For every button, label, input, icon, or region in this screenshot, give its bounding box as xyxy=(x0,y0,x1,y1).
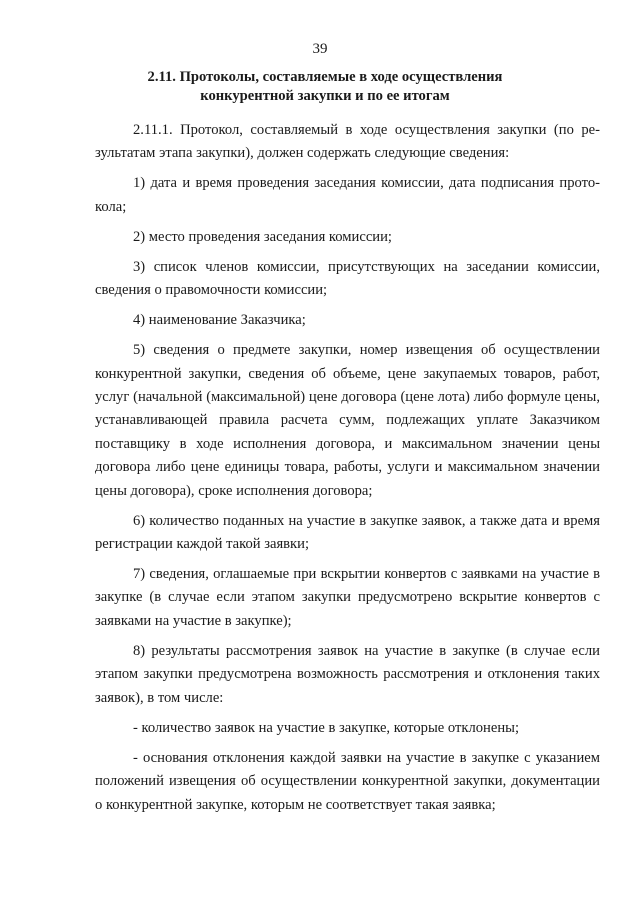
page-number: 39 xyxy=(312,41,328,57)
section-heading xyxy=(110,68,540,106)
list-item: 5) сведения о предмете закупки, номер извещения об осуществлении конкурентной закупки, сведения об объеме, цене закупаемых товаров, работ, услуг (начальной (максимальной) цене договора (цене лота) либо формуле цены, устанавливающей правила расчета сумм, подлежащих уплате Заказчиком поставщику в ходе исполнения договора, и максимальном значении цены договора либо цене единицы товара, работы, услуги и максимальном значении цены договора), сроке исполнения договора; xyxy=(95,342,600,499)
sub-list-item: - основания отклонения каждой заявки на участие в закупке с указанием положений извещения об осуществлении конкурентной закупки, документации о конкурентной закупке, которым не соответствует такая заявка; xyxy=(95,749,600,813)
list-item: 4) наименование Заказчика; xyxy=(133,312,306,329)
list-item: 7) сведения, оглашаемые при вскрытии конвертов с заявками на участие в закупке (в случае если этапом закупки предусмотрено вскрытие конвертов с заявками на участие в закупке); xyxy=(95,566,600,629)
section-heading-line-2: конкурентной закупки и по ее итогам xyxy=(200,88,450,104)
list-item: 6) количество поданных на участие в закупке заявок, а также дата и время регистрации каждой такой заявки; xyxy=(95,512,600,553)
list-item: 3) список членов комиссии, присутствующих на заседании комиссии, сведения о правомочности комиссии; xyxy=(95,258,600,299)
list-item: 1) дата и время проведения заседания комиссии, дата подписания протокола; xyxy=(95,175,600,215)
list-item: 8) результаты рассмотрения заявок на участие в закупке (в случае если этапом закупки предусмотрена возможность рассмотрения и отклонения таких заявок), в том числе: xyxy=(95,642,600,706)
section-heading-line-1: 2.11. Протоколы, составляемые в ходе осуществления xyxy=(147,69,503,85)
paragraph: 2.11.1. Протокол, составляемый в ходе осуществления закупки (по результатам этапа закупки), должен содержать следующие сведения: xyxy=(95,122,600,162)
list-item: 2) место проведения заседания комиссии; xyxy=(133,228,392,245)
sub-list-item: - количество заявок на участие в закупке, которые отклонены; xyxy=(133,719,519,736)
document-body xyxy=(95,119,600,817)
